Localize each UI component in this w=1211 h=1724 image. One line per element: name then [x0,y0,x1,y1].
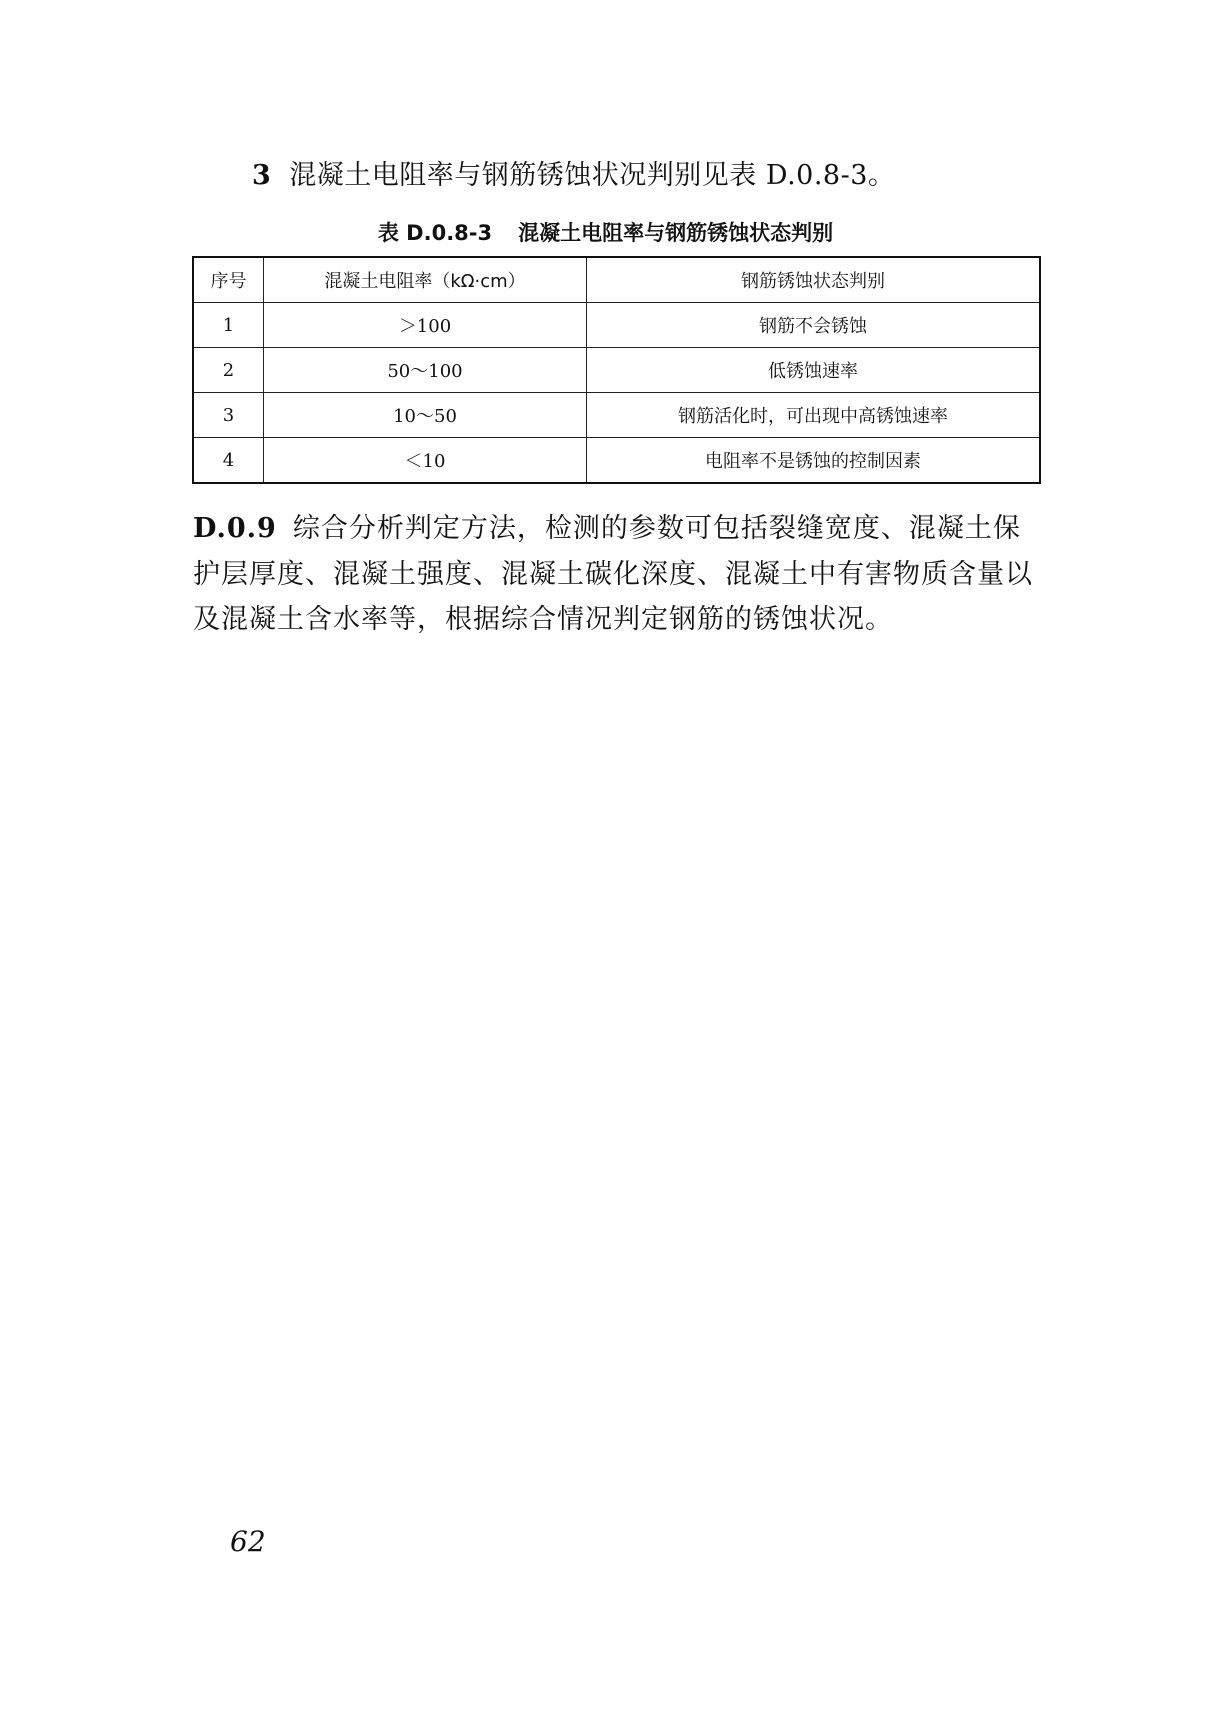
cell-resistivity: 50～100 [264,348,587,393]
cell-status: 钢筋活化时，可出现中高锈蚀速率 [587,393,1041,438]
header-resistivity: 混凝土电阻率（kΩ·cm） [264,257,587,303]
cell-no: 3 [193,393,264,438]
table-row [193,393,1040,438]
table-caption-id: 表 D.0.8-3 [377,221,493,245]
page-number: 62 [230,1525,266,1558]
section-text: 综合分析判定方法，检测的参数可包括裂缝宽度、混凝土保护层厚度、混凝土强度、混凝土碳化深度、混凝土中有害物质含量以及混凝土含水率等，根据综合情况判定钢筋的锈蚀状况。 [193,513,1033,635]
cell-resistivity: ＞100 [264,303,587,348]
clause-text: 混凝土电阻率与钢筋锈蚀状况判别见表 D.0.8-3。 [289,160,896,191]
cell-status: 电阻率不是锈蚀的控制因素 [587,438,1041,484]
header-no: 序号 [193,257,264,303]
cell-no: 2 [193,348,264,393]
table-row [193,348,1040,393]
table-row [193,303,1040,348]
table-caption [0,217,1211,247]
table-row [193,438,1040,484]
clause-item-3 [252,153,895,192]
cell-resistivity: 10～50 [264,393,587,438]
cell-no: 4 [193,438,264,484]
cell-no: 1 [193,303,264,348]
section-number: D.0.9 [193,513,277,544]
clause-number: 3 [252,160,272,191]
cell-status: 低锈蚀速率 [587,348,1041,393]
table-header-row [193,257,1040,303]
resistivity-table [192,256,1041,484]
cell-status: 钢筋不会锈蚀 [587,303,1041,348]
cell-resistivity: ＜10 [264,438,587,484]
header-status: 钢筋锈蚀状态判别 [587,257,1041,303]
section-d09-paragraph [193,506,1041,643]
table-caption-title: 混凝土电阻率与钢筋锈蚀状态判别 [518,221,834,245]
